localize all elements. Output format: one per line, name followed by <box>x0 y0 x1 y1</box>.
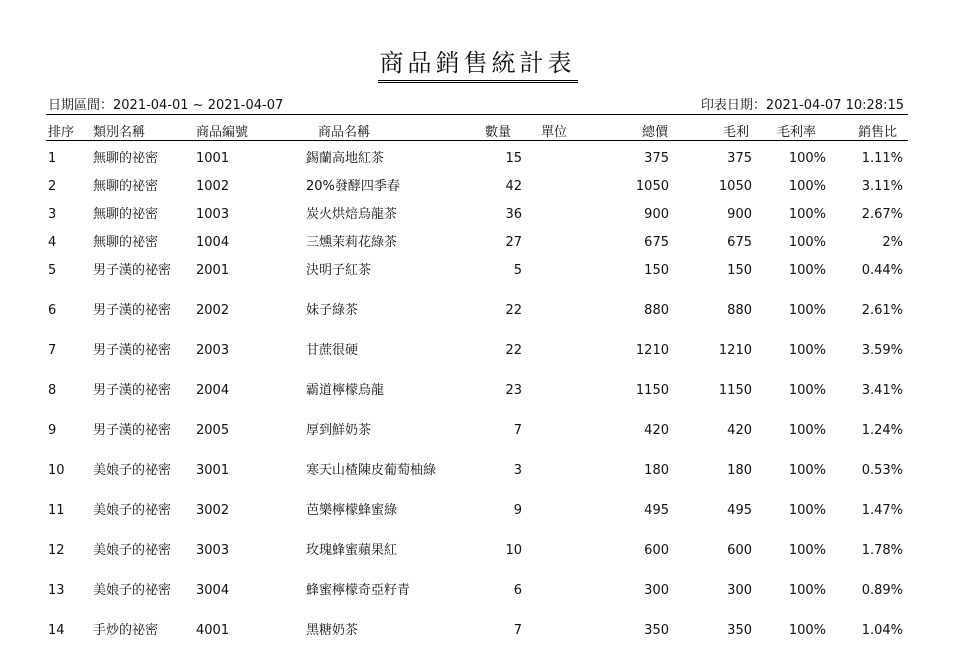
cell-rank: 5 <box>48 263 57 278</box>
cell-total: 150 <box>644 263 669 278</box>
cell-category: 手炒的祕密 <box>93 623 159 638</box>
cell-code: 4001 <box>196 623 230 638</box>
cell-code: 2005 <box>196 423 230 438</box>
cell-rank: 9 <box>48 423 57 438</box>
cell-total: 900 <box>644 207 669 222</box>
cell-qty: 3 <box>513 463 522 478</box>
cell-name: 三燻茉莉花綠茶 <box>306 235 398 250</box>
cell-category: 無聊的祕密 <box>93 207 159 222</box>
cell-name: 芭樂檸檬蜂蜜綠 <box>306 503 398 518</box>
cell-total: 675 <box>644 235 669 250</box>
cell-category: 無聊的祕密 <box>93 235 159 250</box>
cell-name: 黑糖奶茶 <box>306 623 359 638</box>
cell-code: 2004 <box>196 383 230 398</box>
cell-rank: 10 <box>48 463 65 478</box>
cell-qty: 7 <box>513 423 522 438</box>
col-header-unit: 單位 <box>541 125 568 140</box>
cell-name: 甘蔗很硬 <box>306 343 359 358</box>
cell-total: 1050 <box>635 179 669 194</box>
cell-qty: 36 <box>505 207 522 222</box>
col-header-qty: 數量 <box>485 125 512 140</box>
cell-total: 1150 <box>635 383 669 398</box>
cell-profit: 1150 <box>718 383 752 398</box>
report-title: 商品銷售統計表 <box>378 48 578 83</box>
cell-qty: 15 <box>505 151 522 166</box>
cell-qty: 7 <box>513 623 522 638</box>
cell-qty: 42 <box>505 179 522 194</box>
cell-margin: 100% <box>788 151 826 166</box>
col-header-rank: 排序 <box>48 125 75 140</box>
cell-margin: 100% <box>788 463 826 478</box>
cell-code: 3003 <box>196 543 230 558</box>
cell-category: 男子漢的祕密 <box>93 383 172 398</box>
cell-code: 2003 <box>196 343 230 358</box>
cell-profit: 150 <box>727 263 752 278</box>
cell-category: 男子漢的祕密 <box>93 263 172 278</box>
cell-profit: 180 <box>727 463 752 478</box>
cell-qty: 23 <box>505 383 522 398</box>
cell-category: 美娘子的祕密 <box>93 583 172 598</box>
cell-code: 1002 <box>196 179 230 194</box>
cell-total: 495 <box>644 503 669 518</box>
cell-margin: 100% <box>788 235 826 250</box>
cell-total: 180 <box>644 463 669 478</box>
cell-code: 1001 <box>196 151 230 166</box>
col-header-category: 類別名稱 <box>93 125 146 140</box>
cell-qty: 22 <box>505 343 522 358</box>
date-range: 日期區間：2021-04-01 ~ 2021-04-07 <box>48 98 284 113</box>
cell-profit: 1210 <box>718 343 752 358</box>
cell-margin: 100% <box>788 423 826 438</box>
cell-profit: 495 <box>727 503 752 518</box>
cell-total: 1210 <box>635 343 669 358</box>
cell-total: 350 <box>644 623 669 638</box>
cell-margin: 100% <box>788 303 826 318</box>
cell-category: 男子漢的祕密 <box>93 303 172 318</box>
cell-rank: 7 <box>48 343 57 358</box>
col-header-code: 商品編號 <box>196 125 249 140</box>
cell-category: 美娘子的祕密 <box>93 463 172 478</box>
cell-ratio: 1.04% <box>861 623 903 638</box>
cell-rank: 8 <box>48 383 57 398</box>
cell-rank: 13 <box>48 583 65 598</box>
cell-category: 美娘子的祕密 <box>93 503 172 518</box>
col-header-total: 總價 <box>642 125 669 140</box>
cell-ratio: 3.59% <box>861 343 903 358</box>
cell-name: 蜂蜜檸檬奇亞籽青 <box>306 583 411 598</box>
cell-name: 厚到鮮奶茶 <box>306 423 372 438</box>
cell-total: 300 <box>644 583 669 598</box>
cell-margin: 100% <box>788 623 826 638</box>
header-top-rule <box>46 114 908 115</box>
cell-margin: 100% <box>788 263 826 278</box>
cell-margin: 100% <box>788 383 826 398</box>
col-header-name: 商品名稱 <box>318 125 371 140</box>
cell-ratio: 2% <box>882 235 903 250</box>
cell-code: 3001 <box>196 463 230 478</box>
cell-ratio: 3.11% <box>861 179 903 194</box>
cell-ratio: 1.11% <box>861 151 903 166</box>
col-header-profit: 毛利 <box>723 125 750 140</box>
cell-rank: 4 <box>48 235 57 250</box>
cell-name: 寒天山楂陳皮葡萄柚綠 <box>306 463 437 478</box>
cell-qty: 27 <box>505 235 522 250</box>
cell-profit: 880 <box>727 303 752 318</box>
cell-total: 880 <box>644 303 669 318</box>
cell-margin: 100% <box>788 583 826 598</box>
cell-rank: 14 <box>48 623 65 638</box>
cell-qty: 6 <box>513 583 522 598</box>
cell-qty: 9 <box>513 503 522 518</box>
cell-name: 玫瑰蜂蜜蘋果紅 <box>306 543 398 558</box>
cell-category: 無聊的祕密 <box>93 151 159 166</box>
cell-rank: 3 <box>48 207 57 222</box>
cell-rank: 12 <box>48 543 65 558</box>
report-title-container <box>0 48 955 83</box>
cell-profit: 375 <box>727 151 752 166</box>
cell-category: 男子漢的祕密 <box>93 343 172 358</box>
cell-name: 決明子紅茶 <box>306 263 372 278</box>
cell-profit: 420 <box>727 423 752 438</box>
cell-qty: 10 <box>505 543 522 558</box>
cell-profit: 1050 <box>718 179 752 194</box>
cell-category: 美娘子的祕密 <box>93 543 172 558</box>
cell-ratio: 1.78% <box>861 543 903 558</box>
cell-rank: 2 <box>48 179 57 194</box>
cell-profit: 900 <box>727 207 752 222</box>
cell-ratio: 3.41% <box>861 383 903 398</box>
cell-profit: 675 <box>727 235 752 250</box>
cell-code: 1004 <box>196 235 230 250</box>
cell-rank: 11 <box>48 503 65 518</box>
col-header-margin: 毛利率 <box>777 125 817 140</box>
cell-category: 無聊的祕密 <box>93 179 159 194</box>
cell-margin: 100% <box>788 503 826 518</box>
cell-margin: 100% <box>788 343 826 358</box>
cell-ratio: 0.89% <box>861 583 903 598</box>
cell-total: 420 <box>644 423 669 438</box>
cell-margin: 100% <box>788 207 826 222</box>
cell-ratio: 2.61% <box>861 303 903 318</box>
cell-profit: 350 <box>727 623 752 638</box>
cell-ratio: 0.53% <box>861 463 903 478</box>
cell-rank: 6 <box>48 303 57 318</box>
print-date: 印表日期：2021-04-07 10:28:15 <box>700 98 904 113</box>
cell-qty: 5 <box>513 263 522 278</box>
header-bottom-rule <box>46 140 908 141</box>
cell-code: 3004 <box>196 583 230 598</box>
cell-category: 男子漢的祕密 <box>93 423 172 438</box>
cell-profit: 300 <box>727 583 752 598</box>
cell-profit: 600 <box>727 543 752 558</box>
cell-ratio: 1.47% <box>861 503 903 518</box>
cell-total: 600 <box>644 543 669 558</box>
cell-name: 錫蘭高地紅茶 <box>306 151 385 166</box>
cell-ratio: 1.24% <box>861 423 903 438</box>
cell-qty: 22 <box>505 303 522 318</box>
cell-ratio: 0.44% <box>861 263 903 278</box>
cell-name: 20%發酵四季春 <box>306 179 400 194</box>
cell-ratio: 2.67% <box>861 207 903 222</box>
cell-margin: 100% <box>788 179 826 194</box>
cell-total: 375 <box>644 151 669 166</box>
cell-name: 妹子綠茶 <box>306 303 359 318</box>
cell-code: 2001 <box>196 263 230 278</box>
cell-name: 炭火烘焙烏龍茶 <box>306 207 398 222</box>
cell-margin: 100% <box>788 543 826 558</box>
cell-code: 1003 <box>196 207 230 222</box>
cell-name: 霸道檸檬烏龍 <box>306 383 385 398</box>
col-header-ratio: 銷售比 <box>858 125 898 140</box>
cell-code: 3002 <box>196 503 230 518</box>
cell-code: 2002 <box>196 303 230 318</box>
cell-rank: 1 <box>48 151 57 166</box>
